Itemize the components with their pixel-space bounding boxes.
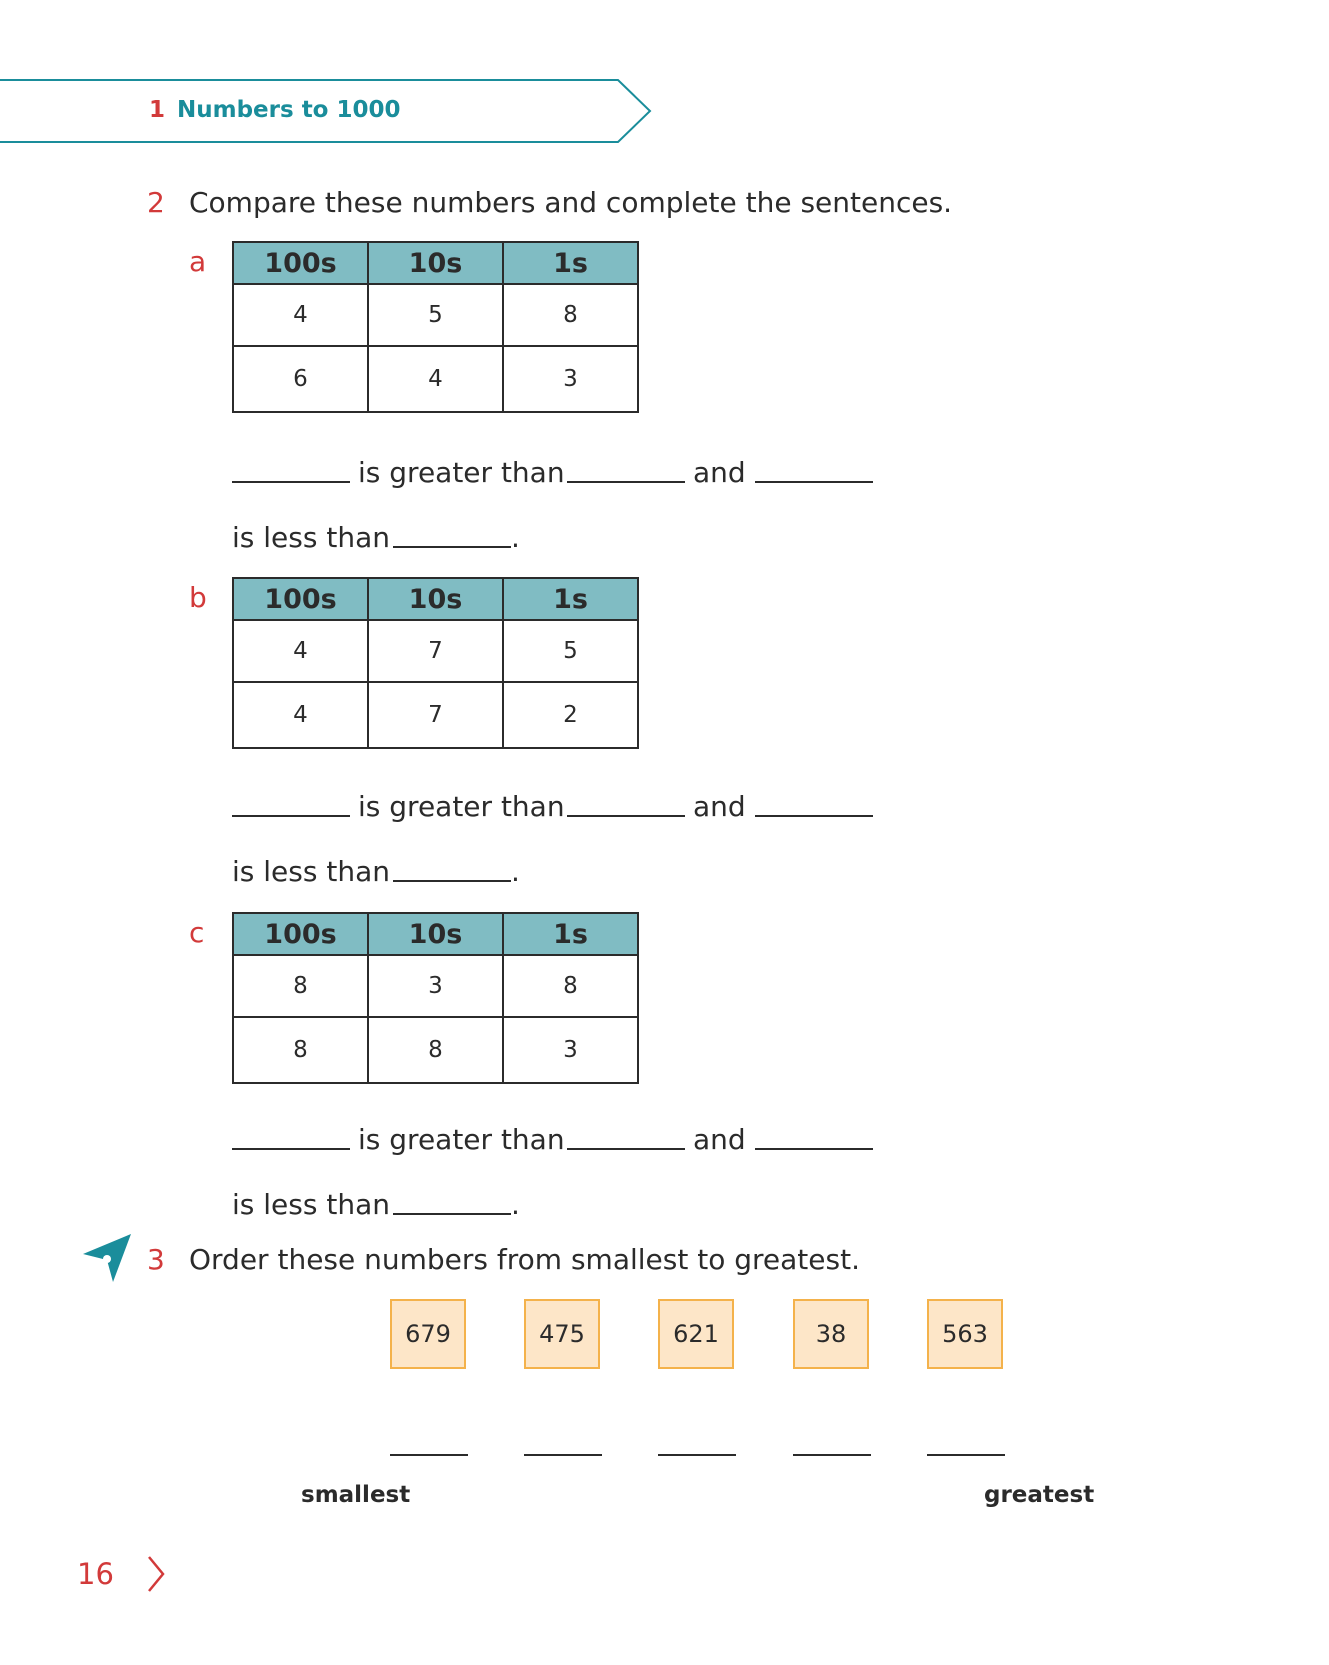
number-card: 563 [927, 1299, 1003, 1369]
answer-blank[interactable] [567, 481, 685, 483]
order-answer-blank[interactable] [927, 1454, 1005, 1456]
chevron-right-icon [146, 1555, 166, 1593]
and-text: and [693, 456, 746, 489]
header-tens: 10s [368, 913, 503, 955]
less-than-text: is less than [232, 1188, 390, 1221]
answer-blank[interactable] [393, 546, 511, 548]
part-c-letter: c [189, 916, 205, 949]
header-hundreds: 100s [233, 242, 368, 284]
place-value-table-b [232, 577, 639, 749]
part-a-letter: a [189, 245, 207, 278]
table-cell: 8 [233, 955, 368, 1017]
less-than-text: is less than [232, 855, 390, 888]
answer-blank[interactable] [567, 1148, 685, 1150]
order-answer-blank[interactable] [524, 1454, 602, 1456]
greater-than-text: is greater than [358, 1123, 565, 1156]
arrowhead-marker-icon [83, 1232, 133, 1284]
number-card: 475 [524, 1299, 600, 1369]
number-card: 38 [793, 1299, 869, 1369]
header-ones: 1s [503, 913, 638, 955]
header-ones: 1s [503, 578, 638, 620]
question-2-prompt: Compare these numbers and complete the sentences. [189, 186, 953, 219]
table-cell: 5 [503, 620, 638, 682]
page-number: 16 [77, 1557, 114, 1591]
chapter-title: Numbers to 1000 [177, 97, 401, 123]
header-tens: 10s [368, 242, 503, 284]
number-card: 621 [658, 1299, 734, 1369]
greater-than-text: is greater than [358, 456, 565, 489]
answer-blank[interactable] [567, 815, 685, 817]
table-cell: 3 [368, 955, 503, 1017]
question-3-prompt: Order these numbers from smallest to greatest. [189, 1243, 860, 1276]
table-cell: 6 [233, 346, 368, 412]
table-cell: 3 [503, 1017, 638, 1083]
header-hundreds: 100s [233, 578, 368, 620]
header-tens: 10s [368, 578, 503, 620]
part-b-letter: b [189, 581, 207, 614]
and-text: and [693, 1123, 746, 1156]
period: . [511, 855, 520, 888]
period: . [511, 1188, 520, 1221]
table-cell: 7 [368, 620, 503, 682]
order-answer-blank[interactable] [390, 1454, 468, 1456]
question-3-number: 3 [147, 1243, 165, 1276]
table-cell: 8 [503, 955, 638, 1017]
chapter-number: 1 [149, 97, 166, 123]
table-cell: 8 [233, 1017, 368, 1083]
greater-than-text: is greater than [358, 790, 565, 823]
number-card: 679 [390, 1299, 466, 1369]
table-cell: 4 [233, 284, 368, 346]
answer-blank[interactable] [232, 815, 350, 817]
less-than-text: is less than [232, 521, 390, 554]
table-cell: 3 [503, 346, 638, 412]
answer-blank[interactable] [755, 1148, 873, 1150]
table-cell: 4 [368, 346, 503, 412]
answer-blank[interactable] [755, 815, 873, 817]
header-hundreds: 100s [233, 913, 368, 955]
question-2-number: 2 [147, 186, 165, 219]
header-ones: 1s [503, 242, 638, 284]
order-answer-blank[interactable] [658, 1454, 736, 1456]
greatest-label: greatest [984, 1482, 1095, 1508]
answer-blank[interactable] [755, 481, 873, 483]
order-answer-blank[interactable] [793, 1454, 871, 1456]
smallest-label: smallest [301, 1482, 411, 1508]
period: . [511, 521, 520, 554]
table-cell: 2 [503, 682, 638, 748]
answer-blank[interactable] [232, 481, 350, 483]
table-cell: 7 [368, 682, 503, 748]
place-value-table-a [232, 241, 639, 413]
table-cell: 5 [368, 284, 503, 346]
answer-blank[interactable] [393, 880, 511, 882]
table-cell: 4 [233, 682, 368, 748]
table-cell: 4 [233, 620, 368, 682]
place-value-table-c [232, 912, 639, 1084]
answer-blank[interactable] [232, 1148, 350, 1150]
answer-blank[interactable] [393, 1213, 511, 1215]
and-text: and [693, 790, 746, 823]
table-cell: 8 [503, 284, 638, 346]
table-cell: 8 [368, 1017, 503, 1083]
